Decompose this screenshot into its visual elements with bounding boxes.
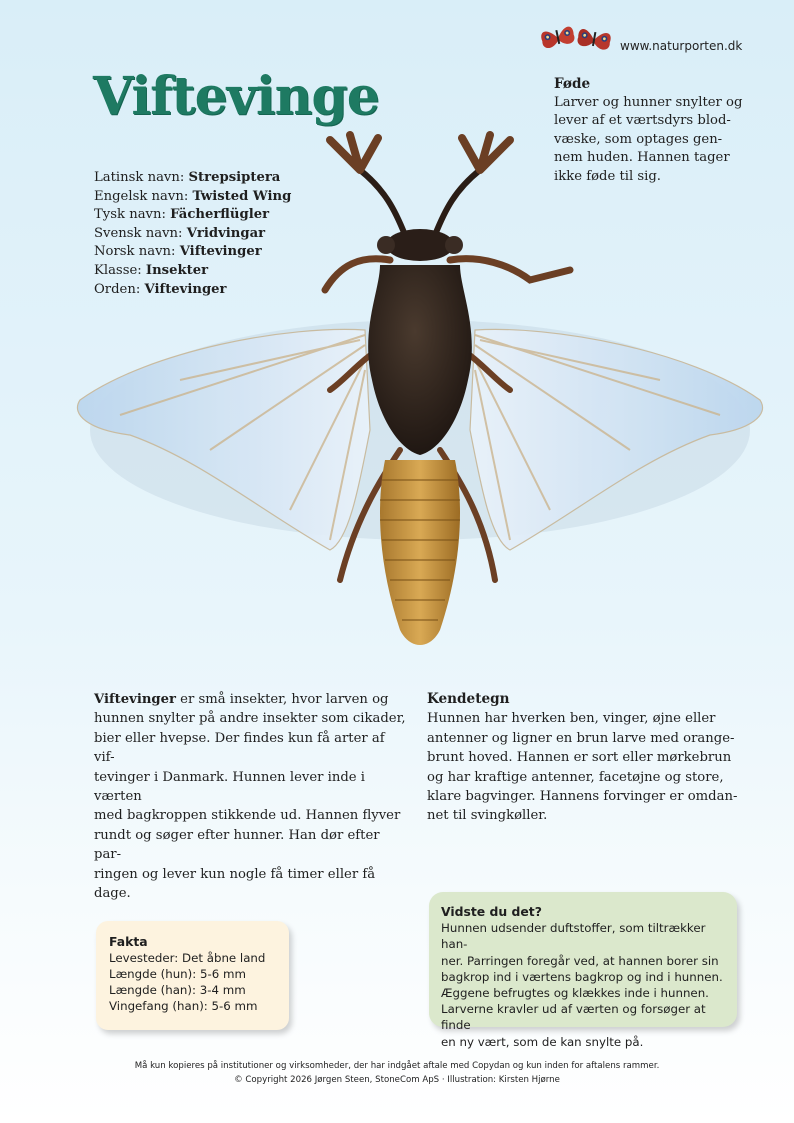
- butterfly-icon: [538, 18, 618, 58]
- did-you-know-box: [429, 892, 737, 1049]
- name-label: Norsk navn:: [94, 244, 176, 260]
- name-value: Twisted Wing: [192, 188, 292, 204]
- intro-line-text: er små insekter, hvor larven og: [175, 692, 389, 707]
- facts-box: [96, 921, 289, 1030]
- intro-line: tevinger i Danmark. Hunnen lever inde i værten: [94, 769, 366, 805]
- intro-line: bier eller hvepse. Der findes kun få arter af vif-: [94, 730, 385, 766]
- food-line: ikke føde til sig.: [554, 168, 662, 184]
- intro-line: [94, 690, 406, 709]
- intro-line: ringen og lever kun nogle få timer eller få dage.: [94, 866, 376, 902]
- food-line: væske, som optages gen-: [554, 131, 723, 147]
- name-value: Viftevinger: [144, 281, 227, 297]
- footer: [0, 1059, 794, 1087]
- twisted-wing-insect-icon: [60, 130, 780, 670]
- intro-section: [94, 690, 406, 903]
- food-line: nem huden. Hannen tager: [554, 150, 730, 166]
- did-you-know-line: ner. Parringen foregår ved, at hannen borer sin: [441, 953, 719, 968]
- facts-list: [109, 950, 276, 1014]
- intro-line: hunnen snylter på andre insekter som cikader,: [94, 711, 406, 727]
- intro-lead: Viftevinger: [94, 692, 176, 707]
- intro-line: rundt og søger efter hunner. Han dør efter par-: [94, 827, 380, 863]
- fact-item: Længde (han): 3-4 mm: [109, 983, 246, 997]
- site-url[interactable]: www.naturporten.dk: [620, 39, 743, 53]
- name-value: Vridvingar: [186, 225, 266, 241]
- traits-heading: Kendetegn: [427, 691, 510, 707]
- did-you-know-line: Hunnen udsender duftstoffer, som tiltrækker han-: [441, 921, 706, 952]
- fact-item: Levesteder: Det åbne land: [109, 951, 266, 965]
- food-heading: Føde: [554, 76, 591, 92]
- name-value: Strepsiptera: [188, 170, 281, 185]
- food-line: lever af et værtsdyrs blod-: [554, 113, 731, 129]
- did-you-know-line: en ny vært, som de kan snylte på.: [441, 1034, 644, 1049]
- name-label: Tysk navn:: [94, 207, 166, 223]
- fact-item: Vingefang (han): 5-6 mm: [109, 999, 258, 1013]
- traits-line: Hunnen har hverken ben, vinger, øjne eller: [427, 711, 716, 727]
- facts-heading: Fakta: [109, 934, 148, 949]
- did-you-know-text: [441, 920, 725, 1050]
- intro-line: med bagkroppen stikkende ud. Hannen flyver: [94, 808, 401, 824]
- fact-item: Længde (hun): 5-6 mm: [109, 967, 246, 981]
- traits-line: klare bagvinger. Hannens forvinger er omdan-: [427, 789, 738, 805]
- did-you-know-line: bagkrop ind i værtens bagkrop og ind i hunnen.: [441, 969, 723, 984]
- did-you-know-line: Larverne kravler ud af værten og forsøger at finde: [441, 1002, 706, 1033]
- name-label: Orden:: [94, 281, 141, 297]
- food-line: Larver og hunner snylter og: [554, 94, 743, 110]
- traits-line: og har kraftige antenner, facetøjne og store,: [427, 769, 724, 785]
- traits-line: net til svingkøller.: [427, 808, 548, 824]
- traits-line: antenner og ligner en brun larve med orange-: [427, 730, 735, 746]
- name-value: Insekter: [145, 262, 209, 278]
- name-label: Latinsk navn:: [94, 170, 185, 185]
- name-label: Svensk navn:: [94, 225, 183, 241]
- name-label: Klasse:: [94, 262, 142, 278]
- did-you-know-line: Æggene befrugtes og klækkes inde i hunnen.: [441, 986, 709, 1001]
- name-label: Engelsk navn:: [94, 188, 189, 204]
- traits-text: [427, 709, 739, 825]
- did-you-know-heading: Vidste du det?: [441, 904, 542, 919]
- name-value: Fächerflügler: [170, 207, 270, 223]
- name-value: Viftevinger: [179, 244, 262, 260]
- footer-license: Må kun kopieres på institutioner og virksomheder, der har indgået aftale med Copydan og kun inden for aftalens rammer.: [134, 1061, 660, 1071]
- traits-line: brunt hoved. Hannen er sort eller mørkebrun: [427, 750, 732, 766]
- footer-copyright: © Copyright 2026 Jørgen Steen, StoneCom ApS · Illustration: Kirsten Hjørne: [234, 1075, 560, 1085]
- traits-section: [427, 690, 739, 826]
- page-title: Viftevinge: [93, 66, 379, 127]
